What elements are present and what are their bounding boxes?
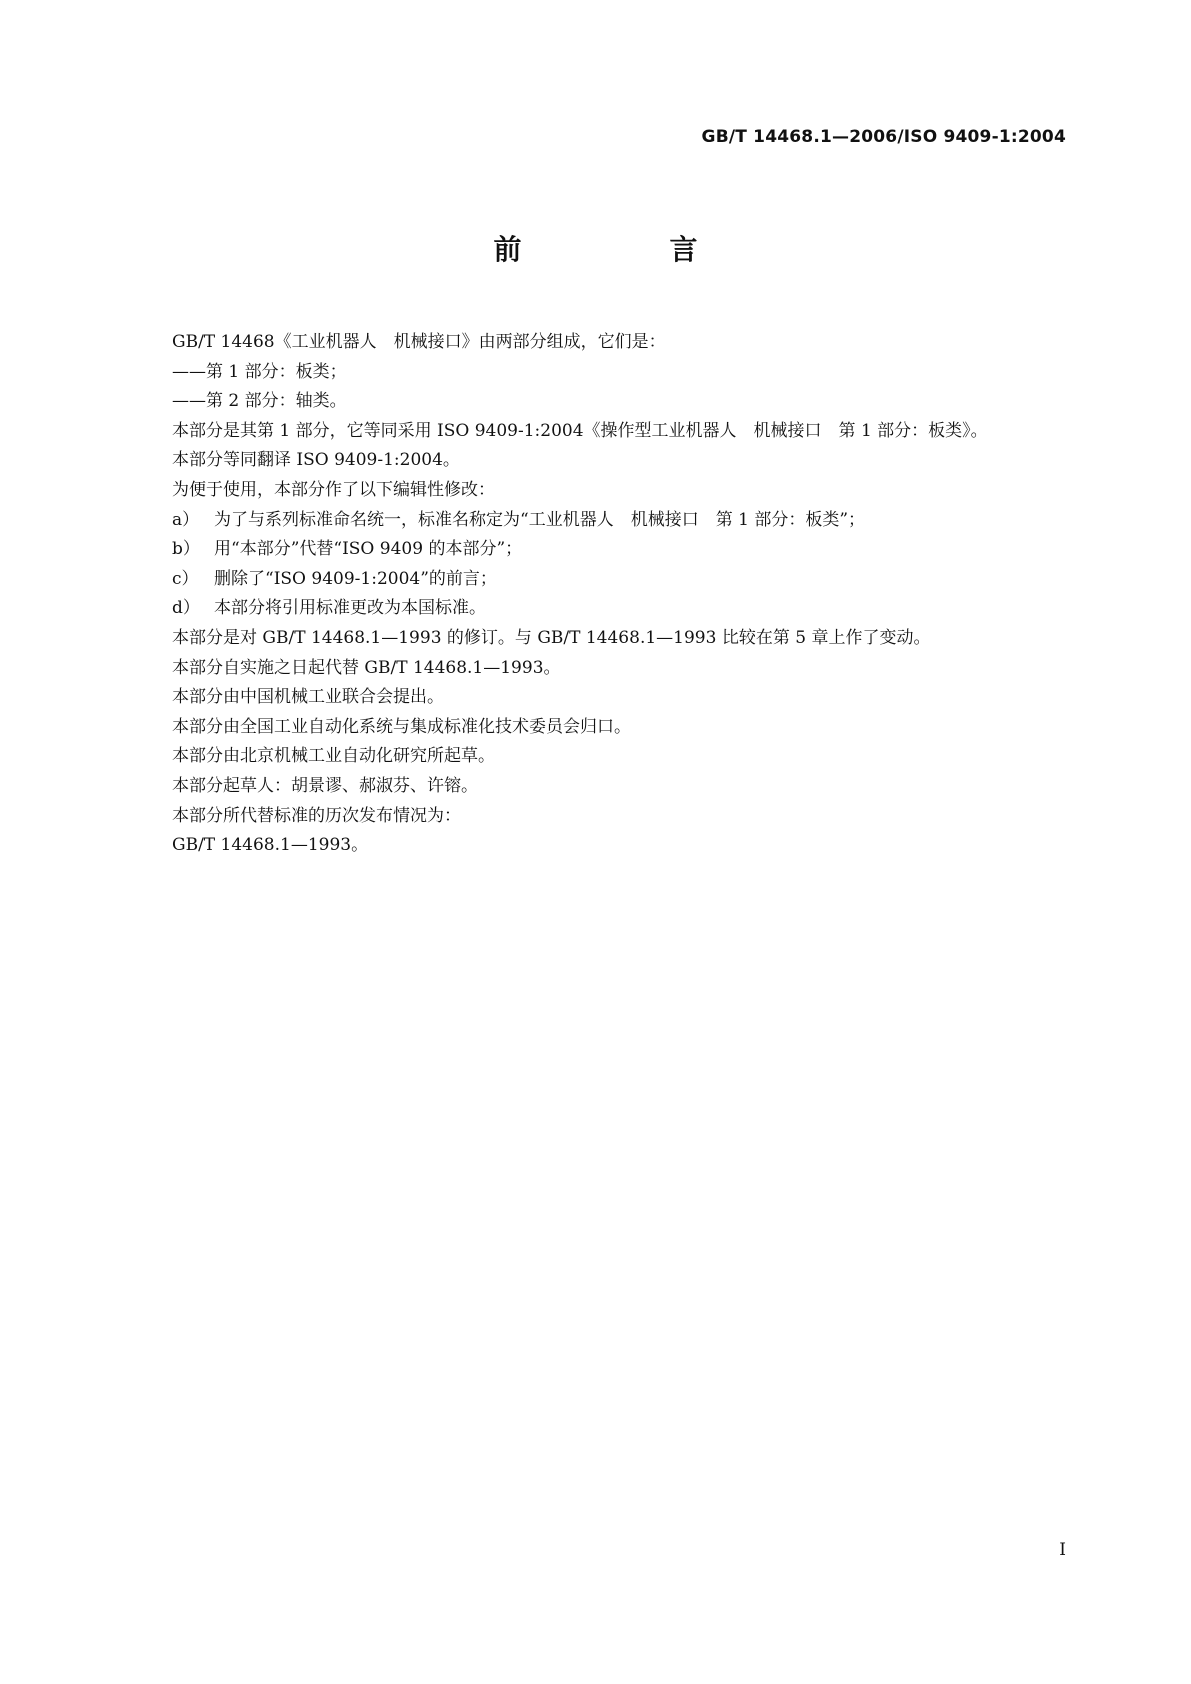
edit-item-a bbox=[130, 506, 1070, 536]
page-number: I bbox=[1059, 1540, 1066, 1560]
edit-item-label: a） bbox=[172, 509, 200, 530]
paragraph-history-intro: 本部分所代替标准的历次发布情况为： bbox=[172, 805, 461, 826]
list-item-part2: ——第 2 部分：轴类。 bbox=[172, 391, 347, 412]
edit-item-b bbox=[130, 535, 1070, 565]
paragraph-intro: GB/T 14468《工业机器人 机械接口》由两部分组成，它们是： bbox=[172, 332, 666, 352]
edit-item-label: c） bbox=[172, 568, 199, 589]
edit-item-text: 用“本部分”代替“ISO 9409 的本部分”； bbox=[214, 539, 523, 560]
page-title: 前 言 bbox=[493, 233, 758, 266]
foreword-body bbox=[130, 328, 1070, 861]
edit-item-c bbox=[130, 565, 1070, 595]
paragraph-proposer: 本部分由中国机械工业联合会提出。 bbox=[172, 687, 444, 708]
edit-item-label: d） bbox=[172, 598, 200, 619]
paragraph-edits: 为便于使用，本部分作了以下编辑性修改： bbox=[172, 479, 495, 500]
edit-item-label: b） bbox=[172, 539, 200, 560]
paragraph-revision: 本部分是对 GB/T 14468.1—1993 的修订。与 GB/T 14468.1—1993 比较在第 5 章上作了变动。 bbox=[172, 627, 931, 648]
paragraph-translation: 本部分等同翻译 ISO 9409-1:2004。 bbox=[172, 450, 460, 471]
paragraph-committee: 本部分由全国工业自动化系统与集成标准化技术委员会归口。 bbox=[172, 716, 631, 737]
paragraph-adoption: 本部分是其第 1 部分，它等同采用 ISO 9409-1:2004《操作型工业机器人 机械接口 第 1 部分：板类》。 bbox=[172, 420, 988, 441]
edit-item-text: 本部分将引用标准更改为本国标准。 bbox=[214, 598, 486, 619]
edit-item-text: 为了与系列标准命名统一，标准名称定为“工业机器人 机械接口 第 1 部分：板类”； bbox=[214, 509, 866, 530]
edit-item-text: 删除了“ISO 9409-1:2004”的前言； bbox=[214, 568, 497, 589]
standard-code: GB/T 14468.1—2006/ISO 9409-1:2004 bbox=[701, 127, 1066, 147]
paragraph-history-item: GB/T 14468.1—1993。 bbox=[172, 835, 369, 856]
paragraph-replaces: 本部分自实施之日起代替 GB/T 14468.1—1993。 bbox=[172, 657, 561, 678]
edit-item-d bbox=[130, 594, 1070, 624]
paragraph-drafting-org: 本部分由北京机械工业自动化研究所起草。 bbox=[172, 746, 495, 767]
list-item-part1: ——第 1 部分：板类； bbox=[172, 361, 347, 382]
paragraph-drafters: 本部分起草人：胡景谬、郝淑芬、许镕。 bbox=[172, 775, 478, 796]
